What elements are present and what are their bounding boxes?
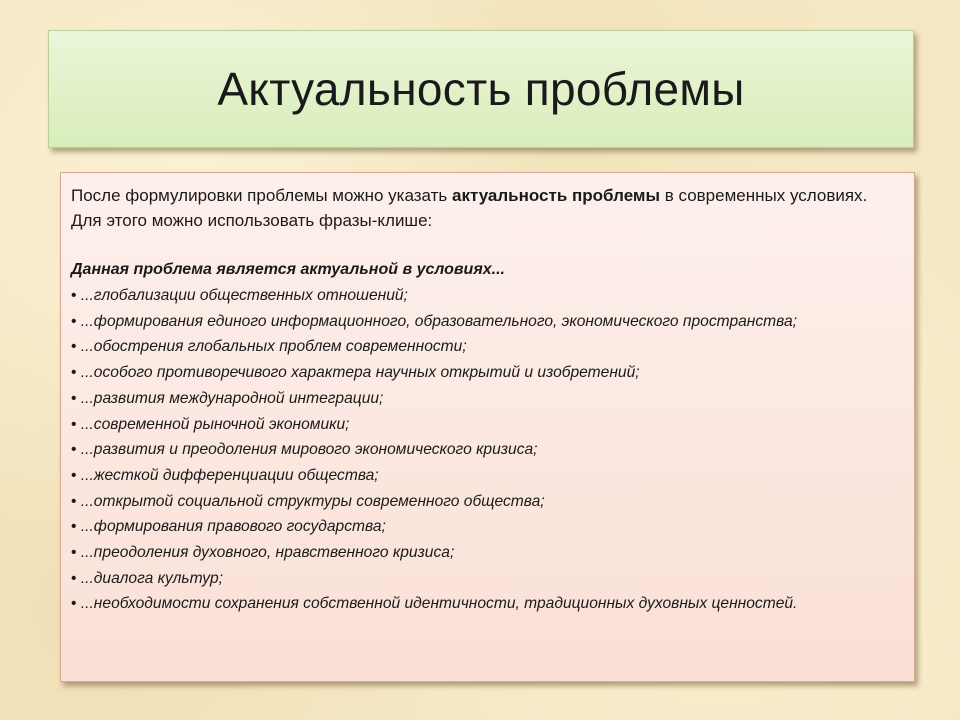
list-item [71,309,902,335]
list-heading: Данная проблема является актуальной в условиях... [71,261,505,278]
bullet-marker: • [71,492,77,510]
bullet-marker: • [71,312,77,330]
list-item-text: ...глобализации общественных отношений; [80,287,408,304]
list-item [71,591,902,617]
list-item [71,412,902,438]
list-item [71,463,902,489]
spacer [71,233,902,257]
list-item-text: ...преодоления духовного, нравственного кризиса; [80,544,455,562]
bullet-marker: • [71,518,77,536]
list-item [71,489,902,515]
list-item [71,386,902,412]
intro-text-before: После формулировки проблемы можно указать [71,186,452,205]
bullet-marker: • [71,466,77,484]
list-item-text: ...диалога культур; [80,569,224,587]
bullet-marker: • [71,415,77,433]
list-item [71,437,902,463]
bullet-marker: • [71,287,77,304]
bullet-marker: • [71,338,77,356]
list-item-text: ...развития международной интеграции; [80,389,384,407]
bullet-marker: • [71,544,77,562]
list-item [71,283,902,309]
slide-title: Актуальность проблемы [217,63,745,115]
list-item-text: ...развития и преодоления мирового экономического кризиса; [80,441,538,459]
intro-paragraph [71,183,902,233]
list-item [71,566,902,592]
list-item-text: ...обострения глобальных проблем современности; [80,338,467,356]
phrase-list [71,283,902,617]
list-item-text: ...современной рыночной экономики; [80,415,350,433]
list-item [71,360,902,386]
content-box [60,172,915,682]
list-item [71,540,902,566]
list-item-text: ...формирования единого информационного, образовательного, экономического пространства; [80,312,797,330]
bullet-marker: • [71,364,77,382]
bullet-marker: • [71,389,77,407]
list-item [71,514,902,540]
list-item-text: ...особого противоречивого характера научных открытий и изобретений; [80,364,640,382]
intro-bold-phrase: актуальность проблемы [451,186,661,205]
bullet-marker: • [71,569,77,587]
list-item-text: ...необходимости сохранения собственной идентичности, традиционных духовных ценностей. [80,595,798,613]
bullet-marker: • [71,441,77,459]
bullet-marker: • [71,595,77,613]
list-item-text: ...жесткой дифференциации общества; [80,466,379,484]
title-box [48,30,914,148]
list-item-text: ...формирования правового государства; [80,518,386,536]
list-item-text: ...открытой социальной структуры современного общества; [80,492,545,510]
list-item [71,334,902,360]
intro-text-after: в современных условиях. Для этого можно использовать фразы-клише: [71,186,868,230]
